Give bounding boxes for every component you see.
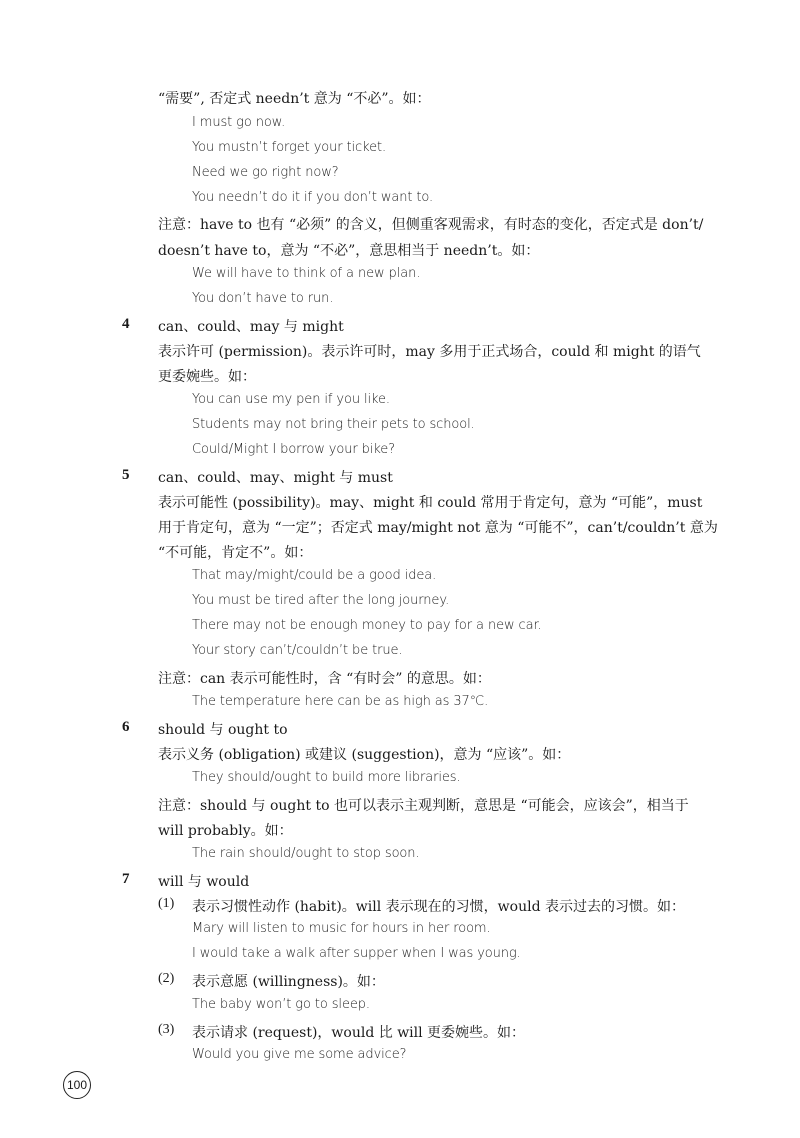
example-sentence: Your story can’t/couldn’t be true. — [192, 643, 403, 658]
example-sentence: Could/Might I borrow your bike? — [192, 442, 395, 457]
section-number: 5 — [122, 467, 130, 483]
example-sentence: The rain should/ought to stop soon. — [192, 846, 420, 861]
example-sentence: They should/ought to build more libraries. — [192, 770, 461, 785]
example-sentence: That may/might/could be a good idea. — [192, 568, 437, 583]
subitem-text: 表示意愿 (willingness)。如： — [192, 974, 385, 990]
example-sentence: Mary will listen to music for hours in her room. — [192, 921, 491, 936]
section-description: 表示许可 (permission)。表示许可时，may 多用于正式场合，could 和 might 的语气 — [158, 344, 701, 360]
subitem-label: (1) — [158, 896, 175, 911]
page-number: 100 — [63, 1071, 91, 1099]
note-text: doesn’t have to，意为 “不必”，意思相当于 needn’t。如： — [158, 243, 540, 259]
section-description: “不可能，肯定不”。如： — [158, 545, 313, 561]
example-sentence: You can use my pen if you like. — [192, 392, 390, 407]
section-description: 表示义务 (obligation) 或建议 (suggestion)，意为 “应该”。如： — [158, 747, 571, 763]
example-sentence: I would take a walk after supper when I was young. — [192, 946, 521, 961]
subitem-text: 表示习惯性动作 (habit)。will 表示现在的习惯，would 表示过去的习惯。如： — [192, 899, 685, 915]
example-sentence: The baby won’t go to sleep. — [192, 997, 370, 1012]
section-heading: can、could、may、might 与 must — [158, 470, 393, 486]
example-sentence: You don’t have to run. — [192, 291, 334, 306]
continuation-text: “需要”, 否定式 needn’t 意为 “不必”。如： — [158, 91, 431, 107]
section-description: 用于肯定句，意为 “一定”；否定式 may/might not 意为 “可能不”，can’t/couldn’t 意为 — [158, 520, 718, 536]
note-text: 注意：can 表示可能性时，含 “有时会” 的意思。如： — [158, 671, 491, 687]
example-sentence: You must be tired after the long journey. — [192, 593, 450, 608]
example-sentence: You needn’t do it if you don’t want to. — [192, 190, 434, 205]
example-sentence: There may not be enough money to pay for a new car. — [192, 618, 542, 633]
section-heading: can、could、may 与 might — [158, 319, 344, 335]
example-sentence: The temperature here can be as high as 37℃. — [192, 694, 489, 709]
note-text: 注意：should 与 ought to 也可以表示主观判断，意思是 “可能会，应该会”，相当于 — [158, 798, 689, 814]
subitem-label: (2) — [158, 971, 175, 986]
section-number: 7 — [122, 871, 130, 887]
example-sentence: We will have to think of a new plan. — [192, 266, 421, 281]
section-description: 更委婉些。如： — [158, 369, 256, 385]
example-sentence: Need we go right now? — [192, 165, 339, 180]
section-number: 4 — [122, 316, 130, 332]
section-number: 6 — [122, 719, 130, 735]
section-heading: will 与 would — [158, 874, 250, 890]
subitem-label: (3) — [158, 1022, 175, 1037]
example-sentence: Would you give me some advice? — [192, 1047, 407, 1062]
section-description: 表示可能性 (possibility)。may、might 和 could 常用于肯定句，意为 “可能”，must — [158, 495, 703, 511]
subitem-text: 表示请求 (request)，would 比 will 更委婉些。如： — [192, 1025, 526, 1041]
section-heading: should 与 ought to — [158, 722, 288, 738]
note-text: 注意：have to 也有 “必须” 的含义，但侧重客观需求，有时态的变化，否定式是 don’t/ — [158, 217, 704, 233]
example-sentence: I must go now. — [192, 115, 286, 130]
note-text: will probably。如： — [158, 823, 293, 839]
example-sentence: You mustn’t forget your ticket. — [192, 140, 387, 155]
example-sentence: Students may not bring their pets to school. — [192, 417, 475, 432]
